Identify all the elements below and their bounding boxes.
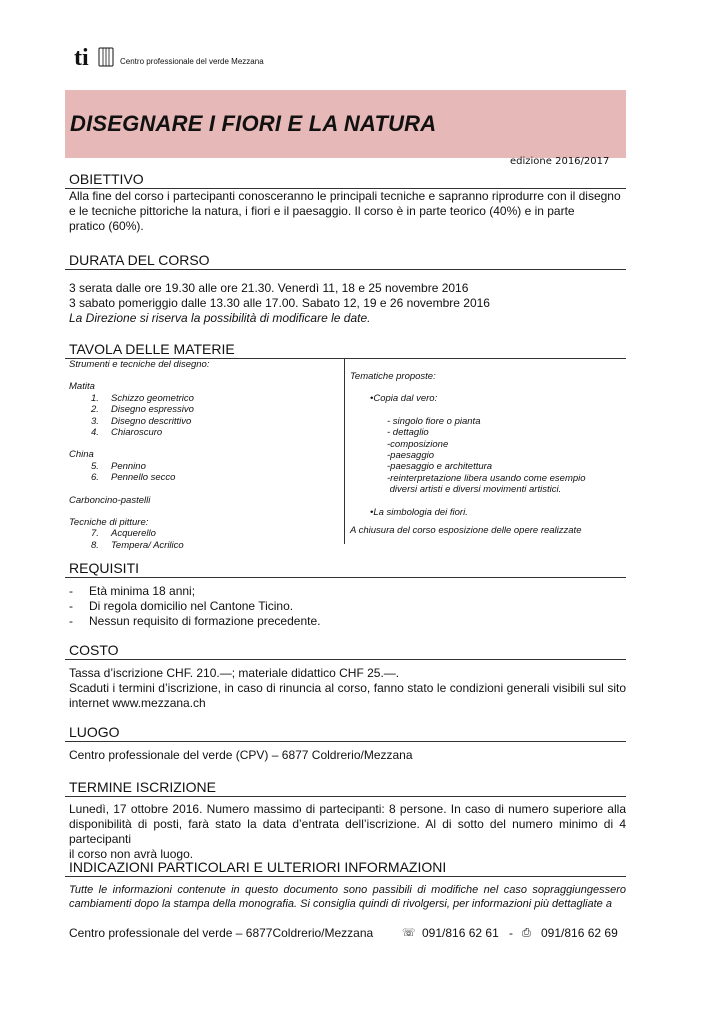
bullet-item: •Copia dal vero: <box>370 393 438 405</box>
section-heading-requisiti: REQUISITI <box>69 560 140 576</box>
tavola-closing: A chiusura del corso esposizione delle opere realizzate <box>350 525 582 537</box>
list-item: 1. Schizzo geometrico <box>91 392 194 404</box>
list-item: - Di regola domicilio nel Cantone Ticino. <box>69 599 294 613</box>
list-item: 5. Pennino <box>91 460 146 472</box>
divider <box>65 796 626 797</box>
document-title: DISEGNARE I FIORI E LA NATURA <box>70 111 437 136</box>
termine-line: il corso non avrà luogo. <box>69 847 194 861</box>
luogo-text: Centro professionale del verde (CPV) – 6877 Coldrerio/Mezzana <box>69 748 413 762</box>
section-heading-obiettivo: OBIETTIVO <box>69 171 144 187</box>
tavola-right-intro: Tematiche proposte: <box>350 371 436 382</box>
list-item: 7. Acquerello <box>91 528 156 540</box>
list-item: - Nessun requisito di formazione precedente. <box>69 614 321 628</box>
list-item: 8. Tempera/ Acrilico <box>91 539 184 551</box>
footer-fax: 091/816 62 69 <box>541 926 618 940</box>
durata-text <box>69 281 490 326</box>
costo-line: Scaduti i termini d’iscrizione, in caso di rinuncia al corso, fanno stato le condizioni generali visibili sul sito <box>69 681 626 695</box>
tavola-right-column <box>350 371 586 536</box>
obiettivo-text <box>69 189 621 234</box>
logo-text: ti <box>74 45 89 70</box>
costo-text <box>69 666 626 711</box>
list-item: 3. Disegno descrittivo <box>91 415 192 427</box>
list-item: 2. Disegno espressivo <box>91 404 194 416</box>
requisiti-list <box>69 584 320 629</box>
sub-item: diversi artisti e diversi movimenti artistici. <box>387 484 562 496</box>
tavola-intro: Strumenti e tecniche del disegno: <box>69 359 210 370</box>
institution-name: Centro professionale del verde Mezzana <box>120 57 264 66</box>
divider <box>65 269 626 270</box>
group-label-china: China <box>69 449 94 461</box>
section-heading-termine: TERMINE ISCRIZIONE <box>69 779 217 795</box>
tavola-left-column <box>69 359 209 551</box>
section-heading-costo: COSTO <box>69 642 119 658</box>
edition-label: edizione 2016/2017 <box>510 156 610 167</box>
sub-item: -paesaggio <box>387 450 435 462</box>
sub-item: -reinterpretazione libera usando come esempio <box>387 472 586 484</box>
sub-item: -paesaggio e architettura <box>387 461 493 473</box>
bullet-item: •La simbologia dei fiori. <box>370 506 468 518</box>
section-heading-durata: DURATA DEL CORSO <box>69 252 210 268</box>
list-item: 4. Chiaroscuro <box>91 427 163 439</box>
sub-item: -composizione <box>387 438 449 450</box>
footer-phone: 091/816 62 61 <box>422 926 499 940</box>
obiettivo-line: pratico (60%). <box>69 219 144 233</box>
costo-line: internet www.mezzana.ch <box>69 696 206 710</box>
costo-line: Tassa d’iscrizione CHF. 210.—; materiale didattico CHF 25.—. <box>69 666 400 680</box>
list-item: 6. Pennello secco <box>91 472 176 484</box>
list-item: - Età minima 18 anni; <box>69 584 196 598</box>
termine-text <box>69 802 626 862</box>
divider <box>65 876 626 877</box>
termine-line: Lunedì, 17 ottobre 2016. Numero massimo di partecipanti: 8 persone. In caso di numero superiore alla <box>69 802 626 816</box>
section-heading-indicazioni: INDICAZIONI PARTICOLARI E ULTERIORI INFORMAZIONI <box>69 859 447 875</box>
section-heading-luogo: LUOGO <box>69 724 120 740</box>
indicazioni-line: Tutte le informazioni contenute in questo documento sono passibili di modifiche nel caso sopraggiungessero <box>69 884 626 896</box>
group-label-matita: Matita <box>69 381 95 393</box>
phone-icon: ☏ <box>402 926 416 939</box>
table-column-divider <box>344 358 345 544</box>
section-heading-tavola: TAVOLA DELLE MATERIE <box>69 341 235 357</box>
ticino-logo <box>74 44 116 70</box>
durata-line: 3 serata dalle ore 19.30 alle ore 21.30. Venerdì 11, 18 e 25 novembre 2016 <box>69 281 469 295</box>
footer-address: Centro professionale del verde – 6877Coldrerio/Mezzana <box>69 926 374 940</box>
divider <box>65 577 626 578</box>
group-label-carboncino: Carboncino-pastelli <box>69 494 151 506</box>
fax-icon: ⎙ <box>522 926 531 939</box>
bullet-icon: • <box>370 393 374 405</box>
termine-line: disponibilità di posti, farà stato la data d’entrata dell’iscrizione. Al di sotto del numero minimo di 4 partecipanti <box>69 817 626 846</box>
obiettivo-line: Alla fine del corso i partecipanti conosceranno le principali tecniche e sapranno riprodurre con il disegno <box>69 189 621 203</box>
sub-item: - dettaglio <box>387 427 429 439</box>
bullet-icon: • <box>370 506 374 518</box>
footer-separator: - <box>509 926 513 940</box>
durata-note: La Direzione si riserva la possibilità di modificare le date. <box>69 311 371 325</box>
indicazioni-line: cambiamenti dopo la stampa della monografia. Si consiglia quindi di rivolgersi, per informazioni più dettagliate a <box>69 898 612 910</box>
sub-item: - singolo fiore o pianta <box>387 415 481 427</box>
indicazioni-text <box>69 883 626 911</box>
obiettivo-line: e le tecniche pittoriche la natura, i fiori e il paesaggio. Il corso è in parte teorico (40%) e in parte <box>69 204 575 218</box>
group-label-pitture: Tecniche di pitture: <box>69 517 149 529</box>
durata-line: 3 sabato pomeriggio dalle 13.30 alle 17.00. Sabato 12, 19 e 26 novembre 2016 <box>69 296 490 310</box>
divider <box>65 659 626 660</box>
divider <box>65 741 626 742</box>
